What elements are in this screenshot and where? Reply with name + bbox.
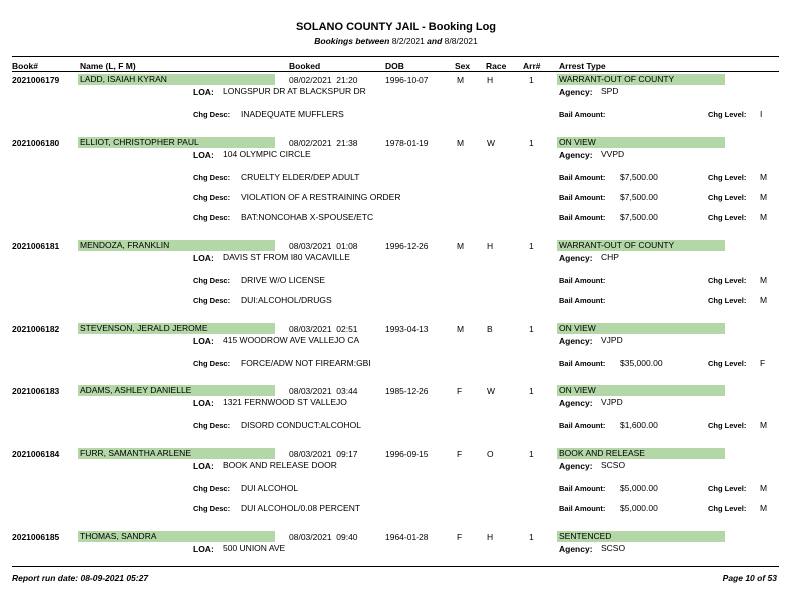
loa-value: 500 UNION AVE [223, 543, 286, 553]
chg-level-value: M [760, 275, 768, 285]
bail-amount-value: $5,000.00 [620, 483, 658, 493]
loa-value: 1321 FERNWOOD ST VALLEJO [223, 397, 347, 407]
race: B [487, 324, 493, 334]
loa-label: LOA: [193, 253, 214, 263]
arrest-type: WARRANT-OUT OF COUNTY [557, 74, 725, 85]
col-header-arrest-type: Arrest Type [559, 61, 606, 71]
bail-amount-value: $7,500.00 [620, 172, 658, 182]
race: W [487, 386, 496, 396]
inmate-name: MENDOZA, FRANKLIN [78, 240, 275, 251]
book-number: 2021006185 [12, 532, 60, 542]
bail-amount-label: Bail Amount: [559, 213, 606, 222]
chg-level-value: M [760, 295, 768, 305]
report-subtitle [0, 36, 792, 46]
book-number: 2021006182 [12, 324, 60, 334]
chg-level-value: F [760, 358, 766, 368]
chg-desc-label: Chg Desc: [193, 421, 231, 430]
chg-level-label: Chg Level: [708, 173, 747, 182]
page-number: Page 10 of 53 [722, 573, 777, 583]
chg-level-value: M [760, 483, 768, 493]
arrest-type: SENTENCED [557, 531, 725, 542]
sex: F [457, 449, 463, 459]
chg-level-label: Chg Level: [708, 276, 747, 285]
chg-desc-value: INADEQUATE MUFFLERS [241, 109, 344, 119]
bail-amount-label: Bail Amount: [559, 421, 606, 430]
book-number: 2021006181 [12, 241, 60, 251]
agency-label: Agency: [559, 461, 593, 471]
agency-label: Agency: [559, 336, 593, 346]
chg-desc-value: DISORD CONDUCT:ALCOHOL [241, 420, 361, 430]
race: W [487, 138, 496, 148]
bail-amount-label: Bail Amount: [559, 276, 606, 285]
loa-label: LOA: [193, 461, 214, 471]
chg-level-value: M [760, 172, 768, 182]
inmate-name: ADAMS, ASHLEY DANIELLE [78, 385, 275, 396]
chg-level-label: Chg Level: [708, 110, 747, 119]
loa-label: LOA: [193, 336, 214, 346]
bail-amount-label: Bail Amount: [559, 296, 606, 305]
inmate-name: LADD, ISAIAH KYRAN [78, 74, 275, 85]
col-header-sex: Sex [455, 61, 471, 71]
dob: 1996-12-26 [385, 241, 429, 251]
bail-amount-label: Bail Amount: [559, 110, 606, 119]
col-header-book: Book# [12, 61, 38, 71]
loa-value: 415 WOODROW AVE VALLEJO CA [223, 335, 360, 345]
col-header-race: Race [486, 61, 507, 71]
loa-label: LOA: [193, 544, 214, 554]
chg-level-label: Chg Level: [708, 359, 747, 368]
chg-desc-label: Chg Desc: [193, 110, 231, 119]
header-bottom-rule [12, 71, 779, 72]
col-header-arr: Arr# [523, 61, 541, 71]
chg-desc-value: CRUELTY ELDER/DEP ADULT [241, 172, 360, 182]
agency-value: VJPD [601, 335, 623, 345]
arrest-count: 1 [529, 75, 534, 85]
agency-value: VJPD [601, 397, 623, 407]
sex: F [457, 386, 463, 396]
agency-value: SCSO [601, 460, 626, 470]
chg-desc-label: Chg Desc: [193, 276, 231, 285]
arrest-count: 1 [529, 449, 534, 459]
book-number: 2021006179 [12, 75, 60, 85]
agency-value: SPD [601, 86, 619, 96]
loa-value: 104 OLYMPIC CIRCLE [223, 149, 311, 159]
chg-level-label: Chg Level: [708, 504, 747, 513]
loa-value: DAVIS ST FROM I80 VACAVILLE [223, 252, 350, 262]
book-number: 2021006183 [12, 386, 60, 396]
inmate-name: ELLIOT, CHRISTOPHER PAUL [78, 137, 275, 148]
race: H [487, 75, 494, 85]
loa-label: LOA: [193, 87, 214, 97]
chg-level-label: Chg Level: [708, 484, 747, 493]
sex: M [457, 241, 465, 251]
agency-label: Agency: [559, 253, 593, 263]
arrest-type: ON VIEW [557, 323, 725, 334]
dob: 1964-01-28 [385, 532, 429, 542]
loa-value: BOOK AND RELEASE DOOR [223, 460, 337, 470]
arrest-type: BOOK AND RELEASE [557, 448, 725, 459]
booked-datetime: 08/03/2021 09:17 [289, 449, 358, 459]
bail-amount-value: $35,000.00 [620, 358, 663, 368]
chg-level-value: M [760, 192, 768, 202]
agency-label: Agency: [559, 150, 593, 160]
bail-amount-label: Bail Amount: [559, 484, 606, 493]
chg-desc-value: DUI ALCOHOL [241, 483, 299, 493]
report-title: SOLANO COUNTY JAIL - Booking Log [295, 21, 497, 33]
inmate-name: THOMAS, SANDRA [78, 531, 275, 542]
chg-desc-label: Chg Desc: [193, 213, 231, 222]
start-date: 8/2/2021 [391, 36, 425, 46]
bail-amount-value: $1,600.00 [620, 420, 658, 430]
chg-desc-value: DUI:ALCOHOL/DRUGS [241, 295, 332, 305]
arrest-type: ON VIEW [557, 137, 725, 148]
arrest-type: ON VIEW [557, 385, 725, 396]
chg-level-value: M [760, 420, 768, 430]
sex: M [457, 138, 465, 148]
chg-level-label: Chg Level: [708, 296, 747, 305]
chg-level-value: M [760, 503, 768, 513]
col-header-name: Name (L, F M) [80, 61, 136, 71]
booked-datetime: 08/02/2021 21:38 [289, 138, 358, 148]
race: H [487, 241, 494, 251]
agency-value: SCSO [601, 543, 626, 553]
end-date: 8/8/2021 [444, 36, 478, 46]
bail-amount-value: $7,500.00 [620, 212, 658, 222]
arrest-count: 1 [529, 324, 534, 334]
book-number: 2021006180 [12, 138, 60, 148]
sex: M [457, 75, 465, 85]
chg-level-label: Chg Level: [708, 193, 747, 202]
dob: 1985-12-26 [385, 386, 429, 396]
chg-desc-value: VIOLATION OF A RESTRAINING ORDER [241, 192, 401, 202]
header-top-rule [12, 56, 779, 57]
chg-level-label: Chg Level: [708, 213, 747, 222]
chg-level-value: I [760, 109, 763, 119]
chg-desc-value: FORCE/ADW NOT FIREARM:GBI [241, 358, 371, 368]
dob: 1996-10-07 [385, 75, 429, 85]
sex: M [457, 324, 465, 334]
dob: 1978-01-19 [385, 138, 429, 148]
inmate-name: FURR, SAMANTHA ARLENE [78, 448, 275, 459]
agency-label: Agency: [559, 544, 593, 554]
chg-desc-label: Chg Desc: [193, 173, 231, 182]
book-number: 2021006184 [12, 449, 60, 459]
race: H [487, 532, 494, 542]
chg-desc-value: BAT:NONCOHAB X-SPOUSE/ETC [241, 212, 374, 222]
chg-desc-label: Chg Desc: [193, 504, 231, 513]
dob: 1996-09-15 [385, 449, 429, 459]
race: O [487, 449, 494, 459]
loa-label: LOA: [193, 150, 214, 160]
bail-amount-label: Bail Amount: [559, 193, 606, 202]
chg-desc-value: DRIVE W/O LICENSE [241, 275, 326, 285]
col-header-dob: DOB [385, 61, 404, 71]
sex: F [457, 532, 463, 542]
bail-amount-value: $5,000.00 [620, 503, 658, 513]
inmate-name: STEVENSON, JERALD JEROME [78, 323, 275, 334]
col-header-booked: Booked [289, 61, 321, 71]
subtitle-prefix: Bookings between [314, 36, 390, 46]
arrest-count: 1 [529, 241, 534, 251]
bail-amount-label: Bail Amount: [559, 504, 606, 513]
agency-label: Agency: [559, 398, 593, 408]
agency-label: Agency: [559, 87, 593, 97]
bail-amount-label: Bail Amount: [559, 359, 606, 368]
arrest-type: WARRANT-OUT OF COUNTY [557, 240, 725, 251]
booked-datetime: 08/03/2021 09:40 [289, 532, 358, 542]
chg-desc-label: Chg Desc: [193, 484, 231, 493]
report-run-date: Report run date: 08-09-2021 05:27 [12, 573, 149, 583]
footer-rule [12, 566, 779, 567]
booked-datetime: 08/03/2021 02:51 [289, 324, 358, 334]
loa-label: LOA: [193, 398, 214, 408]
chg-desc-label: Chg Desc: [193, 193, 231, 202]
bail-amount-value: $7,500.00 [620, 192, 658, 202]
booked-datetime: 08/02/2021 21:20 [289, 75, 358, 85]
chg-level-label: Chg Level: [708, 421, 747, 430]
arrest-count: 1 [529, 532, 534, 542]
chg-desc-label: Chg Desc: [193, 296, 231, 305]
chg-level-value: M [760, 212, 768, 222]
chg-desc-label: Chg Desc: [193, 359, 231, 368]
agency-value: VVPD [601, 149, 625, 159]
arrest-count: 1 [529, 138, 534, 148]
subtitle-and: and [427, 36, 443, 46]
booked-datetime: 08/03/2021 01:08 [289, 241, 358, 251]
booked-datetime: 08/03/2021 03:44 [289, 386, 358, 396]
agency-value: CHP [601, 252, 619, 262]
loa-value: LONGSPUR DR AT BLACKSPUR DR [223, 86, 366, 96]
bail-amount-label: Bail Amount: [559, 173, 606, 182]
arrest-count: 1 [529, 386, 534, 396]
chg-desc-value: DUI ALCOHOL/0.08 PERCENT [241, 503, 361, 513]
dob: 1993-04-13 [385, 324, 429, 334]
